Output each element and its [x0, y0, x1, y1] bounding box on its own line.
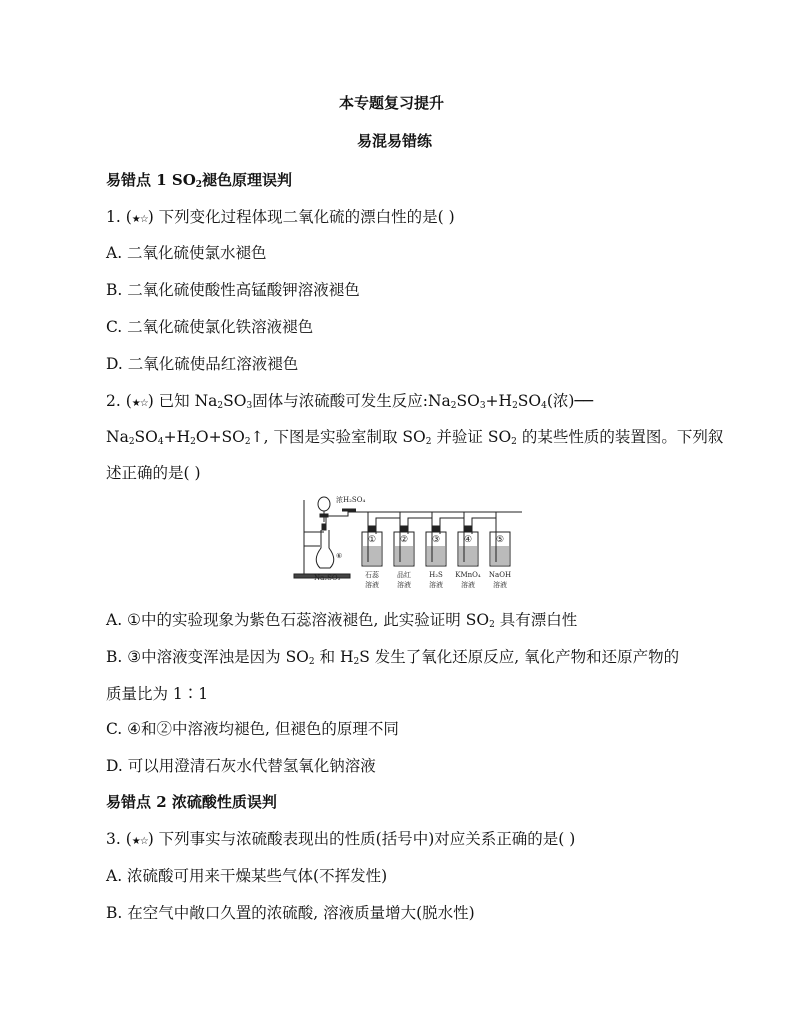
bottle-solution-label: 溶液	[493, 581, 507, 589]
figure-six-label: ⑥	[336, 552, 343, 560]
question-3-stem: 3. (★☆) 下列事实与浓硫酸表现出的性质(括号中)对应关系正确的是( )	[106, 830, 576, 848]
bottle-number: ①	[367, 535, 377, 545]
question-2-option-d: D. 可以用澄清石灰水代替氢氧化钠溶液	[106, 757, 376, 775]
section-heading-2: 易错点 2 浓硫酸性质误判	[106, 793, 277, 811]
bottle-stopper	[368, 526, 376, 532]
bottle-stopper	[400, 526, 408, 532]
outlet-tube	[472, 512, 496, 534]
question-2-option-b-line-1: B. ③中溶液变浑浊是因为 $SO_2$ 和 $H_2S$ 发生了氧化还原反应, 氧化产物和还原产物的	[106, 648, 680, 667]
bottle-reagent-label: NaOH	[488, 571, 512, 579]
bottle-reagent-label: 石蕊	[365, 571, 379, 579]
bottle-reagent-label: H₂S	[429, 571, 443, 579]
bottle-solution-label: 溶液	[429, 581, 443, 589]
question-1-option-b: B. 二氧化硫使酸性高锰酸钾溶液褪色	[106, 281, 360, 299]
outlet-tube	[376, 512, 400, 534]
question-1-stem: 1. (★☆) 下列变化过程体现二氧化硫的漂白性的是( )	[106, 208, 455, 226]
bottle-reagent-label: 品红	[397, 571, 411, 579]
apparatus-figure	[290, 488, 522, 592]
question-3-option-a: A. 浓硫酸可用来干燥某些气体(不挥发性)	[106, 867, 388, 885]
question-2-option-c: C. ④和②中溶液均褪色, 但褪色的原理不同	[106, 720, 399, 738]
difficulty-stars-icon: ★☆	[131, 214, 148, 225]
bottle-solution-label: 溶液	[461, 581, 475, 589]
question-1-option-a: A. 二氧化硫使氯水褪色	[106, 244, 267, 262]
figure-acid-label: 浓H₂SO₄	[336, 496, 366, 504]
bottle-liquid	[459, 546, 477, 565]
bottle-liquid	[427, 546, 445, 565]
bottle-liquid	[491, 546, 509, 565]
bottle-solution-label: 溶液	[397, 581, 411, 589]
bottle-solution-label: 溶液	[365, 581, 379, 589]
bottle-reagent-label: KMnO₄	[455, 571, 481, 579]
difficulty-stars-icon: ★☆	[131, 398, 148, 409]
question-2-option-b-line-2: 质量比为 1∶1	[106, 685, 209, 703]
bottle-number: ④	[463, 535, 473, 545]
bottle-number: ②	[399, 535, 409, 545]
question-2-stem-line-2: $Na_2SO_4+H_2O+SO_2↑$, 下图是实验室制取 $SO_2$ 并验证 $SO_2$ 的某些性质的装置图。下列叙	[106, 428, 724, 447]
page-subtitle: 易混易错练	[357, 132, 433, 150]
figure-flask-label: Na₂SO₃	[314, 574, 341, 582]
question-1-option-c: C. 二氧化硫使氯化铁溶液褪色	[106, 318, 314, 336]
question-2-stem-line-1: 2. (★☆) 已知 $Na_2SO_3$固体与浓硫酸可发生反应$:Na_2SO_3+H_2SO_4$(浓)──	[106, 392, 594, 411]
question-2-option-a: A. ①中的实验现象为紫色石蕊溶液褪色, 此实验证明 $SO_2$ 具有漂白性	[106, 611, 578, 630]
question-1-option-d: D. 二氧化硫使品红溶液褪色	[106, 355, 299, 373]
outlet-tube	[440, 512, 464, 534]
question-2-stem-line-3: 述正确的是( )	[106, 464, 201, 482]
bottle-liquid	[363, 546, 381, 565]
question-3-option-b: B. 在空气中敞口久置的浓硫酸, 溶液质量增大(脱水性)	[106, 904, 475, 922]
difficulty-stars-icon: ★☆	[131, 836, 148, 847]
bottle-stopper	[432, 526, 440, 532]
bottle-stopper	[464, 526, 472, 532]
outlet-tube	[408, 512, 432, 534]
bottle-number: ⑤	[495, 535, 505, 545]
section-heading-1: 易错点 1 $SO_2$褪色原理误判	[106, 171, 293, 190]
page-title: 本专题复习提升	[339, 94, 445, 112]
bottle-liquid	[395, 546, 413, 565]
bottle-number: ③	[431, 535, 441, 545]
